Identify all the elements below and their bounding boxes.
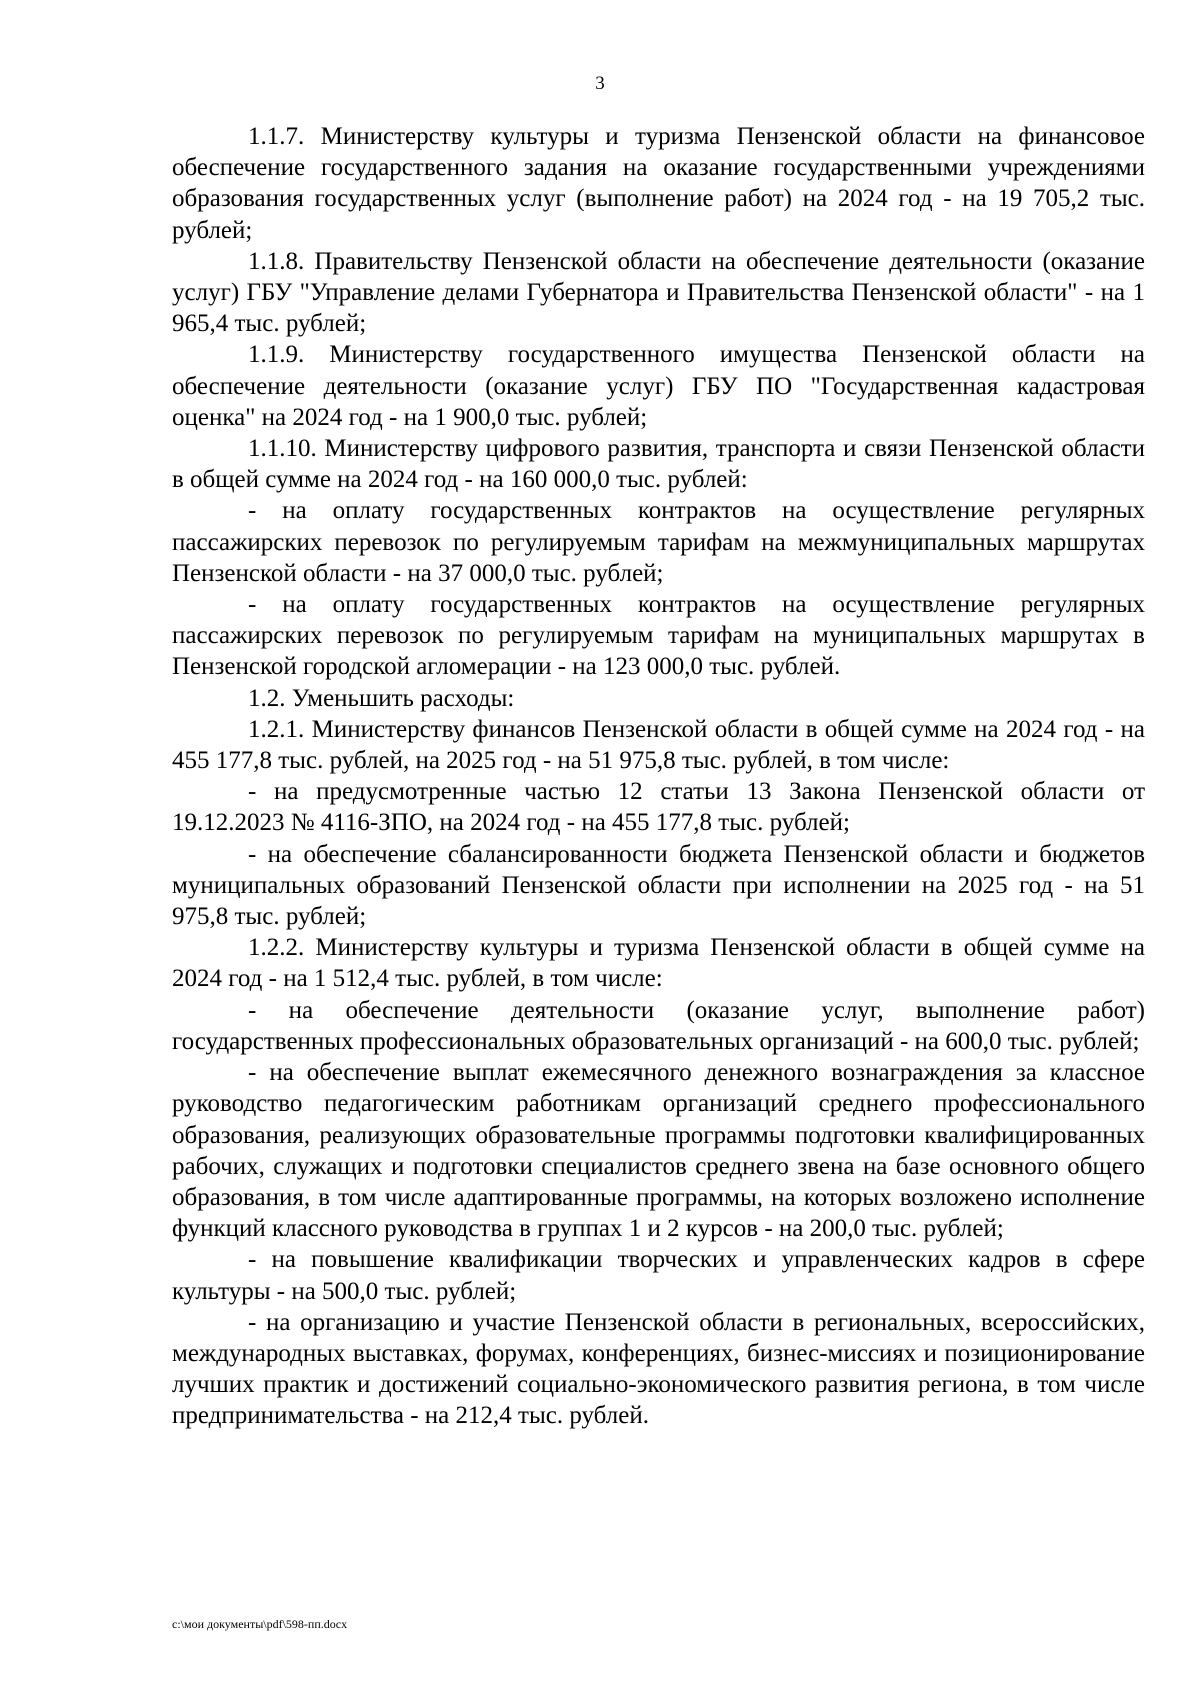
paragraph-1-2-2: 1.2.2. Министерству культуры и туризма Пензенской области в общей сумме на 2024 год - на 1 512,4 тыс. рублей, в том числе:: [172, 934, 1145, 993]
paragraph-1-2-1: 1.2.1. Министерству финансов Пензенской области в общей сумме на 2024 год - на 455 177,8 тыс. рублей, на 2025 год - на 51 975,8 тыс. рублей, в том числе:: [172, 715, 1145, 775]
paragraph-1-1-10: 1.1.10. Министерству цифрового развития, транспорта и связи Пензенской области в общей сумме на 2024 год - на 160 000,0 тыс. рублей:: [172, 435, 1145, 494]
list-item-class-guidance-payments: - на обеспечение выплат ежемесячного денежного вознаграждения за классное руководство педагогическим работникам организаций среднего профессионального образования, реализующих образовательные программы подготовки квалифицированных рабочих, служащих и подготовки специалистов среднего звена на базе основного общего образования, в том числе адаптированные программы, на которых возложено исполнение функций классного руководства в группах 1 и 2 курсов - на 200,0 тыс. рублей;: [172, 1059, 1145, 1243]
paragraph-1-2: 1.2. Уменьшить расходы:: [248, 684, 515, 712]
list-item-interregional-routes: - на оплату государственных контрактов на осуществление регулярных пассажирских перевозок по регулируемым тарифам на межмуниципальных маршрутах Пензенской области - на 37 000,0 тыс. рублей;: [172, 497, 1145, 587]
list-item-culture-staff-training: - на повышение квалификации творческих и управленческих кадров в сфере культуры - на 500,0 тыс. рублей;: [172, 1246, 1145, 1305]
page-number: 3: [595, 73, 605, 94]
footer-file-path: c:\мои документы\pdf\598-пп.docx: [172, 1617, 348, 1631]
list-item-agglomeration-routes: - на оплату государственных контрактов на осуществление регулярных пассажирских перевозок по регулируемым тарифам на муниципальных маршрутах в Пензенской городской агломерации - на 123 000,0 тыс. рублей.: [172, 591, 1145, 681]
list-item-professional-organizations: - на обеспечение деятельности (оказание услуг, выполнение работ) государственных профессиональных образовательных организаций - на 600,0 тыс. рублей;: [172, 996, 1145, 1055]
paragraph-1-1-9: 1.1.9. Министерству государственного имущества Пензенской области на обеспечение деятельности (оказание услуг) ГБУ ПО "Государственная кадастровая оценка" на 2024 год - на 1 900,0 тыс. рублей;: [172, 341, 1145, 431]
paragraph-1-1-7: 1.1.7. Министерству культуры и туризма Пензенской области на финансовое обеспечение государственного задания на оказание государственными учреждениями образования государственных услуг (выполнение работ) на 2024 год - на 19 705,2 тыс. рублей;: [172, 123, 1145, 244]
list-item-exhibitions-forums: - на организацию и участие Пензенской области в региональных, всероссийских, международных выставках, форумах, конференциях, бизнес-миссиях и позиционирование лучших практик и достижений социально-экономического развития региона, в том числе предпринимательства - на 212,4 тыс. рублей.: [172, 1308, 1145, 1430]
list-item-budget-balance: - на обеспечение сбалансированности бюджета Пензенской области и бюджетов муниципальных образований Пензенской области при исполнении на 2025 год - на 51 975,8 тыс. рублей;: [172, 840, 1145, 931]
list-item-law-provision: - на предусмотренные частью 12 статьи 13 Закона Пензенской области от 19.12.2023 № 4116-ЗПО, на 2024 год - на 455 177,8 тыс. рублей;: [172, 778, 1145, 837]
paragraph-1-1-8: 1.1.8. Правительству Пензенской области на обеспечение деятельности (оказание услуг) ГБУ "Управление делами Губернатора и Правительства Пензенской области" - на 1 965,4 тыс. рублей;: [172, 247, 1145, 338]
document-body: [172, 121, 1145, 1432]
